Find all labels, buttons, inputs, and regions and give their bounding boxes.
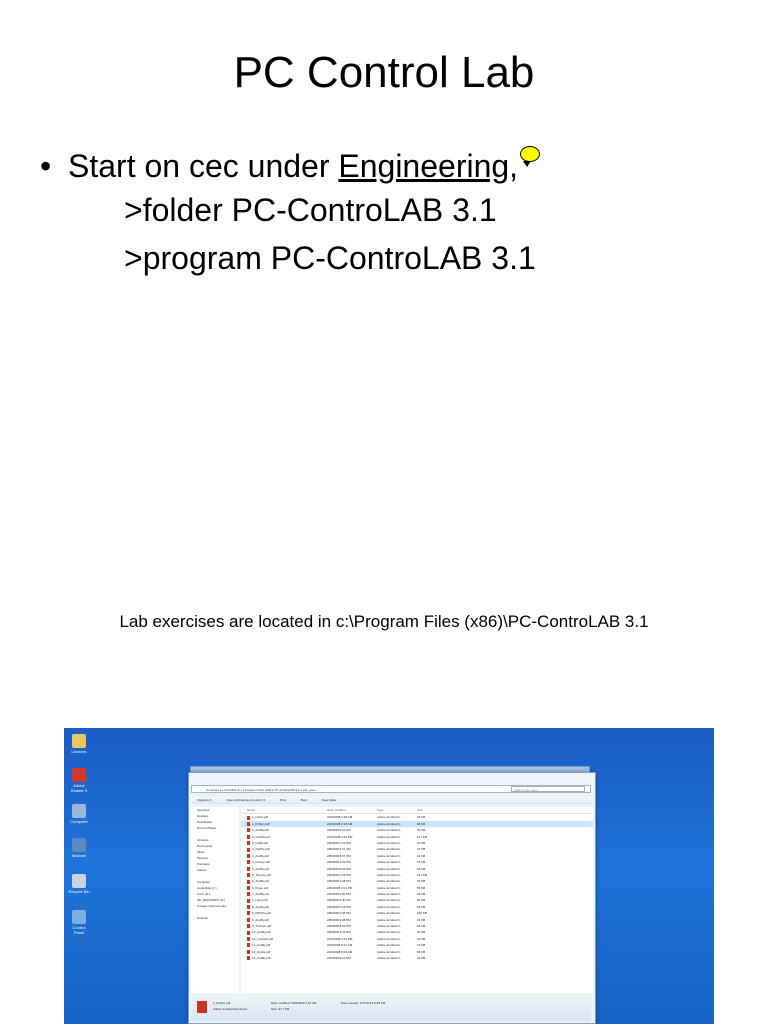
file-size: 141 KB bbox=[417, 872, 427, 877]
file-type: Adobe Acrobat D... bbox=[377, 885, 403, 890]
file-name: 11_ImpAs.pdf bbox=[252, 949, 271, 954]
file-date: 2/26/2008 8:47 AM bbox=[327, 943, 353, 948]
bullet-dot: • bbox=[40, 148, 52, 184]
explorer-window bbox=[188, 772, 596, 1024]
pdf-icon bbox=[247, 943, 250, 947]
file-size: 19 KB bbox=[417, 943, 426, 948]
adobe-desktop-icon: Adobe Reader 9 bbox=[68, 768, 90, 793]
nav-item[interactable]: Local Disk (C:) bbox=[197, 886, 217, 890]
nav-item[interactable]: Network bbox=[197, 916, 209, 920]
open-with-button[interactable]: Open with Adobe Acrobat 9 ▾ bbox=[226, 798, 266, 802]
file-type: Adobe Acrobat D... bbox=[377, 815, 403, 820]
organize-button[interactable]: Organize ▾ bbox=[197, 798, 212, 802]
file-name: 3_CtrlPrc.pdf bbox=[252, 847, 270, 852]
pdf-icon bbox=[247, 841, 250, 845]
col-type[interactable]: Type bbox=[377, 808, 384, 812]
folder-line: >folder PC-ControLAB 3.1 bbox=[124, 192, 497, 228]
file-list bbox=[241, 807, 593, 993]
pdf-icon bbox=[247, 848, 250, 852]
comment-note-icon[interactable] bbox=[520, 146, 540, 162]
file-date: 2/8/2008 4:38 PM bbox=[327, 879, 351, 884]
pdf-icon bbox=[247, 892, 250, 896]
pdf-icon bbox=[247, 816, 250, 820]
column-headers bbox=[241, 807, 593, 814]
pdf-icon bbox=[247, 899, 250, 903]
file-type: Adobe Acrobat D... bbox=[377, 828, 403, 833]
file-name: 9_AnsBy.pdf bbox=[252, 917, 269, 922]
file-size: 96 KB bbox=[417, 949, 426, 954]
file-type: Adobe Acrobat D... bbox=[377, 892, 403, 897]
nav-item[interactable]: LoCo (D:) bbox=[197, 892, 211, 896]
file-name: 2_CntlVlv.pdf bbox=[252, 834, 270, 839]
file-size: 62 KB bbox=[417, 924, 426, 929]
file-name: 7_AnsBy.pdf bbox=[252, 892, 269, 897]
bullet-text: Start on cec under bbox=[68, 148, 339, 184]
bullet-start bbox=[40, 140, 540, 192]
pdf-icon bbox=[247, 911, 250, 915]
file-name: 4_FlowLp.pdf bbox=[252, 860, 271, 865]
pdf-icon bbox=[247, 822, 250, 826]
file-type: Adobe Acrobat D... bbox=[377, 821, 403, 826]
file-name: 5_TempLp.pdf bbox=[252, 872, 272, 877]
status-size: Size: 97.7 KB bbox=[271, 1007, 290, 1011]
col-date[interactable]: Date modified bbox=[327, 808, 346, 812]
file-size: 20 KB bbox=[417, 840, 426, 845]
file-name: 6_AnsBy.pdf bbox=[252, 879, 269, 884]
file-date: 2/26/2008 2:53 PM bbox=[327, 834, 353, 839]
nav-item[interactable]: Computer bbox=[197, 880, 211, 884]
pdf-icon bbox=[247, 880, 250, 884]
col-size[interactable]: Size bbox=[417, 808, 423, 812]
file-date: 2/8/2008 9:21 PM bbox=[327, 955, 351, 960]
nav-item[interactable]: Music bbox=[197, 850, 205, 854]
file-type: Adobe Acrobat D... bbox=[377, 840, 403, 845]
navigation-pane bbox=[191, 807, 239, 993]
file-type: Adobe Acrobat D... bbox=[377, 917, 403, 922]
pdf-icon bbox=[247, 828, 250, 832]
pdf-icon bbox=[247, 924, 250, 928]
search-input[interactable]: Search Lab_exes bbox=[511, 786, 585, 792]
file-size: 84 KB bbox=[417, 866, 426, 871]
pdf-icon bbox=[247, 931, 250, 935]
control-panel-desktop-icon: Control Panel bbox=[68, 910, 90, 935]
status-created: Date created: 2/17/2013 8:48 PM bbox=[341, 1001, 386, 1005]
address-bar[interactable]: Computer ▸ Local Disk (C:) ▸ Program Files (x86) ▸ PC-ControLAB 3.1 ▸ Lab_exes bbox=[191, 785, 591, 793]
file-name: 11_AnsBy.pdf bbox=[252, 943, 271, 948]
bullet-suffix: , bbox=[509, 148, 519, 184]
col-name[interactable]: Name bbox=[247, 808, 256, 812]
file-name: 8_AnsBy.pdf bbox=[252, 904, 269, 909]
file-name: 10_TunClsd.pdf bbox=[252, 936, 274, 941]
file-size: 20 KB bbox=[417, 879, 426, 884]
slide-title: PC Control Lab bbox=[233, 48, 535, 97]
file-date: 2/26/2008 2:01 PM bbox=[327, 885, 353, 890]
file-type: Adobe Acrobat D... bbox=[377, 879, 403, 884]
file-date: 2/26/2008 2:18 AM bbox=[327, 815, 353, 820]
file-type: Adobe Acrobat D... bbox=[377, 930, 403, 935]
file-name: 1_IntrDy.pdf bbox=[252, 815, 269, 820]
file-date: 2/8/2008 8:04 PM bbox=[327, 924, 351, 929]
file-name: 10_AnsBy.pdf bbox=[252, 930, 271, 935]
explorer-toolbar bbox=[191, 797, 591, 804]
network-desktop-icon: Network bbox=[68, 838, 90, 858]
file-type: Adobe Acrobat D... bbox=[377, 911, 403, 916]
file-date: 2/8/2008 5:40 AM bbox=[327, 898, 351, 903]
file-date: 2/8/2008 8:07 PM bbox=[327, 853, 351, 858]
file-size: 98 KB bbox=[417, 821, 426, 826]
nav-item[interactable]: Pictures bbox=[197, 856, 208, 860]
nav-item[interactable]: Libraries bbox=[197, 838, 209, 842]
file-name: 3_IntrBy.pdf bbox=[252, 840, 268, 845]
location-note: Lab exercises are located in c:\Program Files (x86)\PC-ControLAB 3.1 bbox=[119, 612, 649, 631]
new-folder-button[interactable]: New folder bbox=[322, 798, 337, 802]
nav-item[interactable]: Recent Places bbox=[197, 826, 217, 830]
file-date: 2/26/2008 2:21 PM bbox=[327, 936, 353, 941]
file-type: Adobe Acrobat D... bbox=[377, 904, 403, 909]
status-modified: Date modified: 2/26/2008 2:18 AM bbox=[271, 1001, 317, 1005]
file-date: 2/8/2008 4:31 PM bbox=[327, 840, 351, 845]
file-date: 2/8/2008 9:31 AM bbox=[327, 847, 351, 852]
pdf-icon bbox=[247, 886, 250, 890]
pdf-icon bbox=[247, 937, 250, 941]
burn-button[interactable]: Burn bbox=[300, 798, 308, 802]
file-size: 29 KB bbox=[417, 892, 426, 897]
engineering-link[interactable]: Engineering bbox=[338, 148, 510, 184]
file-date: 2/26/2008 2:18 AM bbox=[327, 821, 353, 826]
file-size: 27 KB bbox=[417, 847, 426, 852]
file-size: 22 KB bbox=[417, 917, 426, 922]
file-type: Adobe Acrobat D... bbox=[377, 924, 403, 929]
file-date: 2/8/2008 9:33 PM bbox=[327, 904, 351, 909]
file-name: 5_AnsBy.pdf bbox=[252, 866, 269, 871]
file-name: 8_PIDCho.pdf bbox=[252, 911, 271, 916]
file-type: Adobe Acrobat D... bbox=[377, 949, 403, 954]
nav-item[interactable]: HP_RECOVERY (E:) bbox=[197, 898, 226, 902]
file-date: 2/8/2008 8:36 AM bbox=[327, 866, 351, 871]
file-size: 67 KB bbox=[417, 860, 426, 865]
nav-item[interactable]: Downloads bbox=[197, 820, 212, 824]
file-name: 7_LvlLp.pdf bbox=[252, 898, 268, 903]
file-type: Adobe Acrobat D... bbox=[377, 860, 403, 865]
file-type: Adobe Acrobat D... bbox=[377, 866, 403, 871]
pdf-icon bbox=[247, 867, 250, 871]
file-date: 2/8/2008 4:32 PM bbox=[327, 860, 351, 865]
file-date: 2/8/2008 9:08 PM bbox=[327, 917, 351, 922]
pdf-icon bbox=[247, 835, 250, 839]
details-pane bbox=[191, 995, 591, 1021]
file-name: 1_PriDyn.pdf bbox=[252, 821, 270, 826]
pdf-icon bbox=[247, 950, 250, 954]
file-size: 51 KB bbox=[417, 904, 426, 909]
file-size: 30 KB bbox=[417, 930, 426, 935]
pdf-icon bbox=[247, 905, 250, 909]
file-type: Adobe Acrobat D... bbox=[377, 943, 403, 948]
file-row[interactable] bbox=[241, 955, 593, 961]
file-name: 6_PrsLp.pdf bbox=[252, 885, 269, 890]
status-filename: 1_PriDyn.pdf bbox=[213, 1001, 231, 1005]
file-type: Adobe Acrobat D... bbox=[377, 853, 403, 858]
file-date: 2/8/2008 4:33 PM bbox=[327, 872, 351, 877]
file-date: 2/8/2008 3:41 PM bbox=[327, 930, 351, 935]
file-type: Adobe Acrobat D... bbox=[377, 847, 403, 852]
nav-item[interactable]: Podcasts bbox=[197, 862, 210, 866]
pdf-file-icon bbox=[197, 1001, 207, 1013]
file-name: 4_AnsBy.pdf bbox=[252, 853, 269, 858]
file-size: 55 KB bbox=[417, 885, 426, 890]
file-type: Adobe Acrobat D... bbox=[377, 872, 403, 877]
nav-item[interactable]: Documents bbox=[197, 844, 213, 848]
pdf-icon bbox=[247, 873, 250, 877]
file-size: 29 KB bbox=[417, 815, 426, 820]
file-name: 9_TunOpn.pdf bbox=[252, 924, 272, 929]
file-type: Adobe Acrobat D... bbox=[377, 898, 403, 903]
file-size: 21 KB bbox=[417, 853, 426, 858]
file-type: Adobe Acrobat D... bbox=[377, 936, 403, 941]
print-button[interactable]: Print bbox=[279, 798, 287, 802]
file-type: Adobe Acrobat D... bbox=[377, 834, 403, 839]
pdf-icon bbox=[247, 956, 250, 960]
file-type: Adobe Acrobat D... bbox=[377, 955, 403, 960]
pdf-icon bbox=[247, 860, 250, 864]
file-date: 2/8/2008 9:21 AM bbox=[327, 828, 351, 833]
desktop-screenshot bbox=[64, 728, 714, 1024]
file-date: 2/8/2008 5:00 PM bbox=[327, 892, 351, 897]
file-size: 226 KB bbox=[417, 911, 427, 916]
nav-item[interactable]: Desktop bbox=[197, 814, 209, 818]
program-line: >program PC-ControLAB 3.1 bbox=[124, 240, 536, 276]
file-size: 30 KB bbox=[417, 828, 426, 833]
nav-item[interactable]: Favorites bbox=[197, 808, 210, 812]
pdf-icon bbox=[247, 854, 250, 858]
file-date: 2/26/2008 9:09 AM bbox=[327, 949, 353, 954]
file-name: 12_AnsBy.pdf bbox=[252, 955, 271, 960]
file-size: 43 KB bbox=[417, 936, 426, 941]
pdf-icon bbox=[247, 918, 250, 922]
status-type: Adobe Acrobat Document bbox=[213, 1007, 248, 1011]
file-date: 2/8/2008 9:36 PM bbox=[327, 911, 351, 916]
file-name: 2_AnsBy.pdf bbox=[252, 828, 269, 833]
libraries-desktop-icon: Libraries bbox=[68, 734, 90, 754]
file-size: 55 KB bbox=[417, 898, 426, 903]
computer-desktop-icon: Computer bbox=[68, 804, 90, 824]
recycle-bin-desktop-icon: Recycle Bin bbox=[68, 874, 90, 894]
file-size: 127 KB bbox=[417, 834, 427, 839]
nav-item[interactable]: Videos bbox=[197, 868, 207, 872]
file-size: 43 KB bbox=[417, 955, 426, 960]
nav-item[interactable]: prsapps (\\cerner.edu) bbox=[197, 904, 227, 908]
